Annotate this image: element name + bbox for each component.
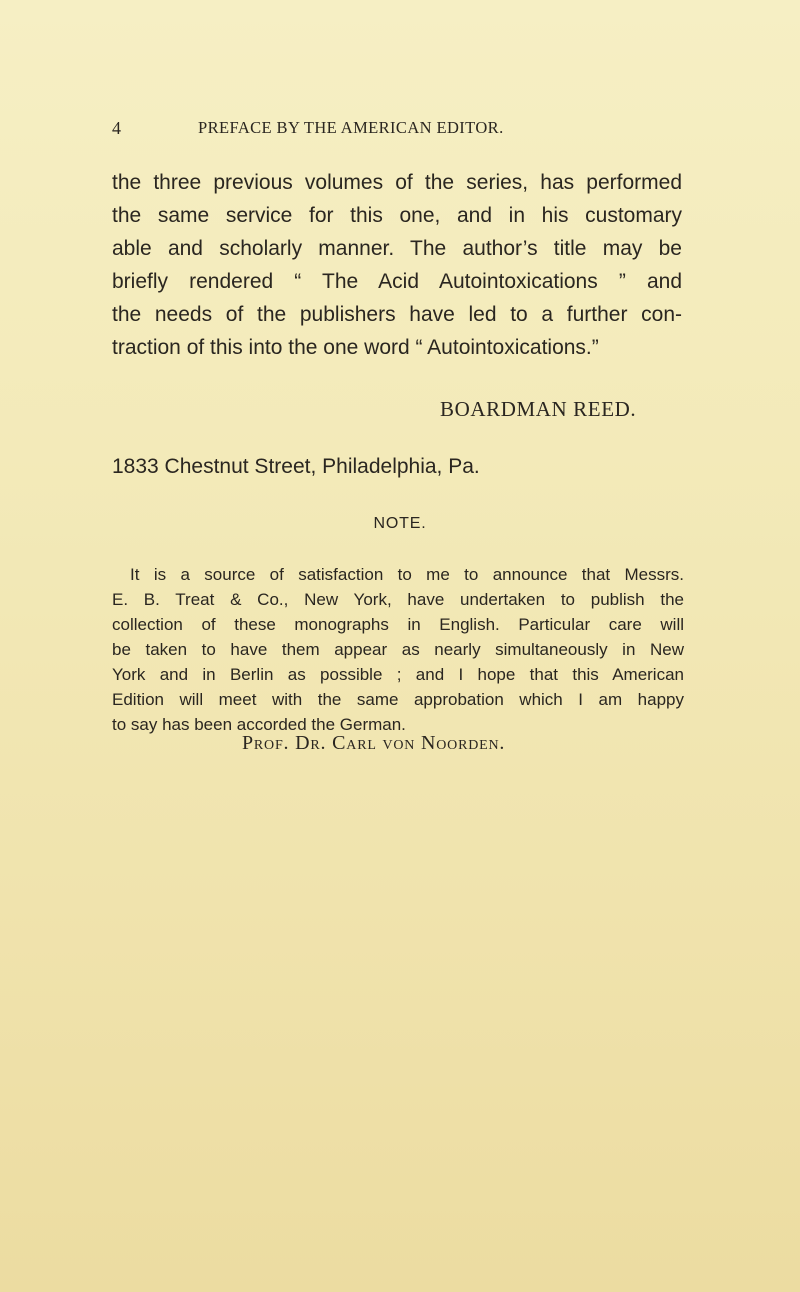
preface-line: traction of this into the one word “ Autointoxications.” [112,336,599,359]
editor-address: 1833 Chestnut Street, Philadelphia, Pa. [112,455,480,478]
preface-line: the three previous volumes of the series, has performed [112,171,682,194]
preface-line: briefly rendered “ The Acid Autointoxications ” and [112,270,682,293]
note-paragraph [112,562,684,737]
running-head [0,118,800,140]
preface-line: the same service for this one, and in his customary [112,204,682,227]
preface-signature: BOARDMAN REED. [440,397,637,421]
note-heading: NOTE. [373,515,427,532]
note-line: be taken to have them appear as nearly simultaneously in New [112,640,684,659]
preface-paragraph [112,166,682,364]
note-line: It is a source of satisfaction to me to announce that Messrs. [130,565,684,584]
note-line: collection of these monographs in English. Particular care will [112,615,684,634]
preface-line: the needs of the publishers have led to a further con- [112,303,682,326]
running-title: PREFACE BY THE AMERICAN EDITOR. [198,118,504,137]
preface-line: able and scholarly manner. The author’s title may be [112,237,682,260]
note-line: to say has been accorded the German. [112,715,406,734]
note-signature: Prof. Dr. Carl von Noorden. [242,732,506,754]
note-line: York and in Berlin as possible ; and I hope that this American [112,665,684,684]
page-number: 4 [112,118,122,138]
note-line: E. B. Treat & Co., New York, have undertaken to publish the [112,590,684,609]
note-line: Edition will meet with the same approbation which I am happy [112,690,684,709]
